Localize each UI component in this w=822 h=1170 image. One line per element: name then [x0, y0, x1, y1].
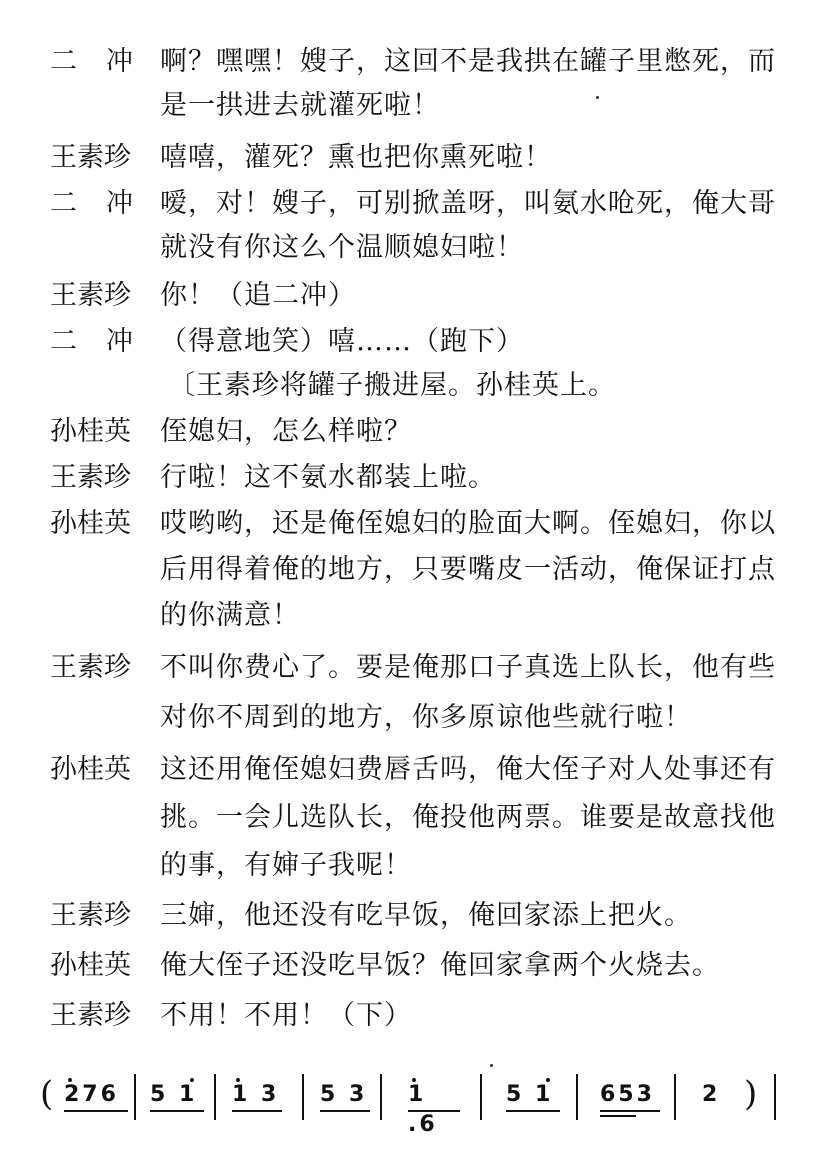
barline: [774, 1074, 776, 1120]
dialogue-line: 二 冲 啊？嘿嘿！嫂子，这回不是我拱在罐子里憋死，而: [0, 42, 822, 82]
dialogue-line: [0, 698, 822, 738]
dialogue-text: 不叫你费心了。要是俺那口子真选上队长，他有些: [160, 652, 776, 683]
music-measure: 653: [600, 1080, 660, 1120]
dialogue-line: [0, 86, 822, 126]
music-measure: 1 .6: [408, 1080, 460, 1120]
dialogue-line: [0, 896, 822, 936]
barline: [302, 1074, 304, 1120]
music-measure: 5 1: [506, 1080, 560, 1120]
speaker-name: 孙桂英: [50, 508, 131, 539]
stage-direction-text: 〔王素珍将罐子搬进屋。孙桂英上。: [168, 370, 616, 401]
dialogue-line: [0, 138, 822, 178]
speaker-name: 孙桂英: [50, 416, 131, 447]
dialogue-text: 的你满意！: [160, 600, 300, 631]
speaker-name: 王素珍: [50, 1000, 131, 1031]
dialogue-text: 哎哟哟，还是俺侄媳妇的脸面大啊。侄媳妇，你以: [160, 508, 776, 539]
dialogue-text: 后用得着俺的地方，只要嘴皮一活动，俺保证打点: [160, 554, 776, 585]
speaker-name: 王素珍: [50, 280, 131, 311]
music-measure: 1 3: [232, 1080, 282, 1120]
dialogue-line: [0, 798, 822, 838]
dialogue-text: 这还用俺侄媳妇费唇舌吗，俺大侄子对人处事还有: [160, 754, 776, 785]
dialogue-line: [0, 596, 822, 636]
speaker-name: 孙桂英: [50, 754, 131, 785]
scan-speck: [596, 96, 599, 99]
speaker-name: 王素珍: [50, 652, 131, 683]
dialogue-line: [0, 550, 822, 590]
barline: [214, 1074, 216, 1120]
speaker-name: 王素珍: [50, 900, 131, 931]
dialogue-text: 嘻嘻，灌死？熏也把你熏死啦！: [160, 142, 552, 173]
dialogue-text: 对你不周到的地方，你多原谅他些就行啦！: [160, 702, 692, 733]
dialogue-text: 啊？嘿嘿！嫂子，这回不是我拱在罐子里憋死，而: [160, 46, 776, 77]
barline: [380, 1074, 382, 1120]
scan-speck: [490, 1064, 493, 1067]
open-paren: (: [40, 1074, 54, 1114]
speaker-name: 王素珍: [50, 142, 131, 173]
dialogue-line: [0, 648, 822, 688]
barline: [576, 1074, 578, 1120]
music-notation: [40, 1068, 800, 1137]
music-measure: 5 1: [150, 1080, 204, 1120]
stage-direction-line: [0, 366, 822, 406]
close-paren: ): [744, 1074, 758, 1114]
dialogue-text: 挑。一会儿选队长，俺投他两票。谁要是故意找他: [160, 802, 776, 833]
dialogue-text: 侄媳妇，怎么样啦？: [160, 416, 412, 447]
music-measure: 276: [64, 1080, 128, 1120]
dialogue-line: [0, 750, 822, 790]
dialogue-text: 嗳，对！嫂子，可别掀盖呀，叫氨水呛死，俺大哥: [160, 188, 776, 219]
dialogue-line: [0, 846, 822, 886]
dialogue-text: 你！（追二冲）: [160, 280, 356, 311]
dialogue-text: 行啦！这不氨水都装上啦。: [160, 462, 496, 493]
dialogue-line: [0, 458, 822, 498]
dialogue-text: 就没有你这么个温顺媳妇啦！: [160, 232, 524, 263]
music-measure: 2: [702, 1082, 721, 1107]
dialogue-line: [0, 412, 822, 452]
dialogue-line: [0, 228, 822, 268]
dialogue-line: 二 冲 嗳，对！嫂子，可别掀盖呀，叫氨水呛死，俺大哥: [0, 184, 822, 224]
dialogue-text: （得意地笑）嘻……（跑下）: [160, 326, 524, 357]
dialogue-text: 三婶，他还没有吃早饭，俺回家添上把火。: [160, 900, 692, 931]
dialogue-line: [0, 504, 822, 544]
dialogue-text: 不用！不用！（下）: [160, 1000, 412, 1031]
dialogue-line: [0, 996, 822, 1036]
speaker-name: 孙桂英: [50, 950, 131, 981]
dialogue-line: [0, 276, 822, 316]
dialogue-text: 是一拱进去就灌死啦！: [160, 90, 440, 121]
dialogue-line: 二 冲 （得意地笑）嘻……（跑下）: [0, 322, 822, 362]
barline: [674, 1074, 676, 1120]
barline: [134, 1074, 136, 1120]
dialogue-text: 俺大侄子还没吃早饭？俺回家拿两个火烧去。: [160, 950, 720, 981]
speaker-name: 王素珍: [50, 462, 131, 493]
dialogue-text: 的事，有婶子我呢！: [160, 850, 412, 881]
barline: [480, 1074, 482, 1120]
dialogue-line: [0, 946, 822, 986]
music-measure: 5 3: [320, 1080, 370, 1120]
